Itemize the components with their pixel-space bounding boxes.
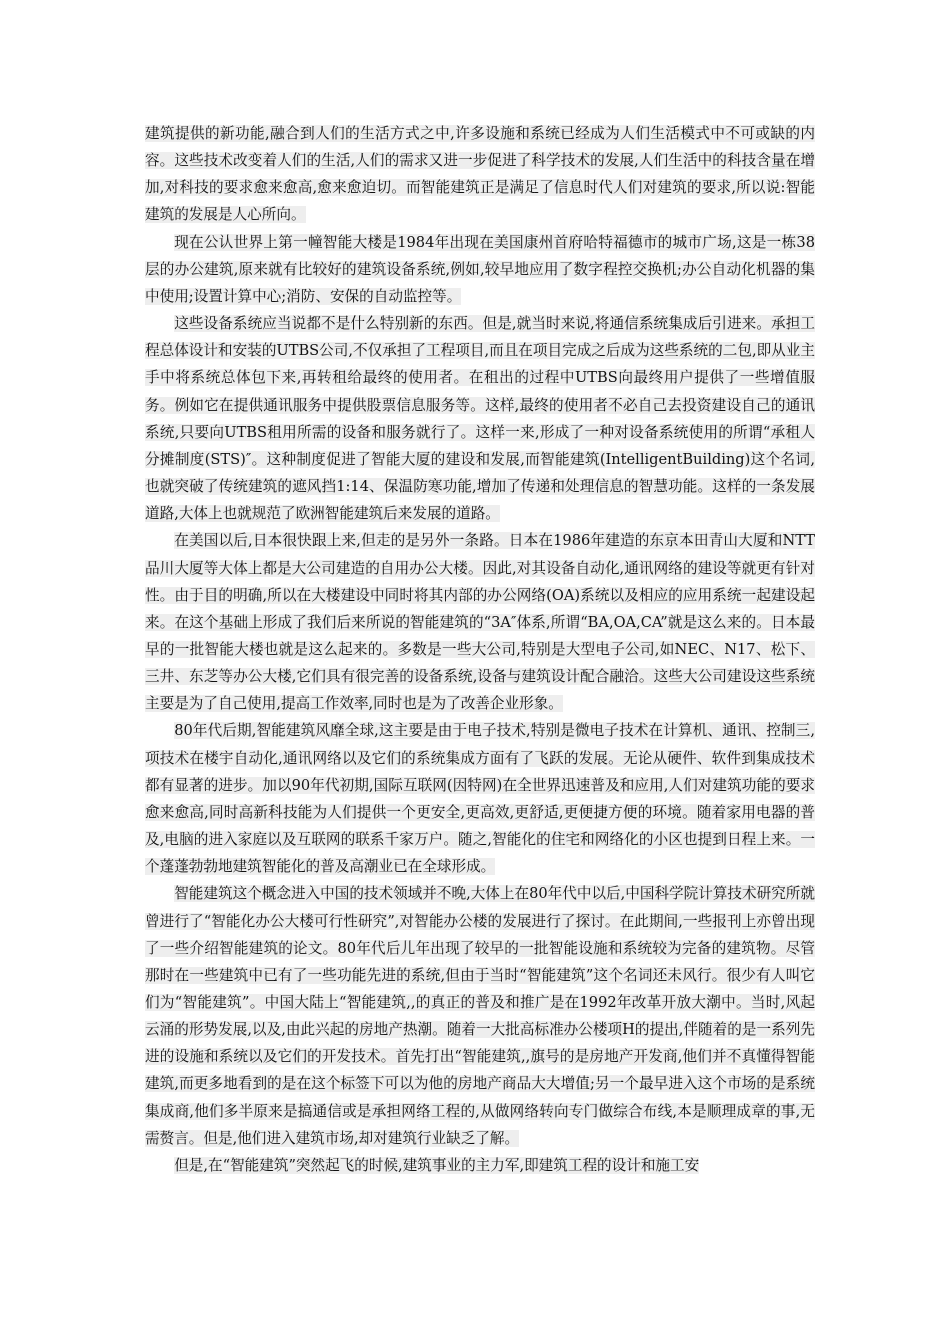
paragraph-7-text: 但是,在“智能建筑”突然起飞的时候,建筑事业的主力军,即建筑工程的设计和施工安 — [174, 1156, 700, 1174]
paragraph-1 — [145, 120, 815, 229]
paragraph-4 — [145, 527, 815, 717]
paragraph-2-text: 现在公认世界上第一幢智能大楼是1984年出现在美国康州首府哈特福德市的城市广场,这是一栋38层的办公建筑,原来就有比较好的建筑设备系统,例如,较早地应用了数字程控交换机;办公自动化机器的集中使用;设置计算中心;消防、安保的自动监控等。 — [145, 233, 815, 305]
paragraph-7 — [145, 1152, 815, 1179]
paragraph-2 — [145, 229, 815, 310]
paragraph-1-text: 建筑提供的新功能,融合到人们的生活方式之中,许多设施和系统已经成为人们生活模式中不可或缺的内容。这些技术改变着人们的生活,人们的需求又进一步促进了科学技术的发展,人们生活中的科技含量在增加,对科技的要求愈来愈高,愈来愈迫切。而智能建筑正是满足了信息时代人们对建筑的要求,所以说:智能建筑的发展是人心所向。 — [145, 125, 815, 224]
paragraph-6-text: 智能建筑这个概念进入中国的技术领域并不晚,大体上在80年代中以后,中国科学院计算技术研究所就曾进行了“智能化办公大楼可行性研究”,对智能办公楼的发展进行了探讨。在此期间,一些报刊上亦曾出现了一些介绍智能建筑的论文。80年代后儿年出现了较早的一批智能设施和系统较为完备的建筑物。尽管那时在一些建筑中已有了一些功能先进的系统,但由于当时“智能建筑”这个名词还未风行。很少有人叫它们为“智能建筑”。中国大陆上“智能建筑,,的真正的普及和推广是在1992年改革开放大潮中。当时,风起云涌的形势发展,以及,由此兴起的房地产热潮。随着一大批高标准办公楼项H的提出,伴随着的是一系列先进的设施和系统以及它们的开发技术。首先打出“智能建筑,,旗号的是房地产开发商,他们并不真懂得智能建筑,而更多地看到的是在这个标签下可以为他的房地产商品大大增值;另一个最早进入这个市场的是系统集成商,他们多半原来是搞通信或是承担网络工程的,从做网络转向专门做综合布线,本是顺理成章的事,无需赘言。但是,他们进入建筑市场,却对建筑行业缺乏了解。 — [145, 885, 815, 1147]
document-page — [145, 120, 815, 1179]
paragraph-6 — [145, 880, 815, 1152]
paragraph-3 — [145, 310, 815, 527]
paragraph-5-text: 80年代后期,智能建筑风靡全球,这主要是由于电子技术,特别是微电子技术在计算机、通讯、控制三,项技术在楼宇自动化,通讯网络以及它们的系统集成方面有了飞跃的发展。无论从硬件、软件到集成技术都有显著的进步。加以90年代初期,国际互联网(因特网)在全世界迅速普及和应用,人们对建筑功能的要求愈来愈高,同时高新科技能为人们提供一个更安全,更高效,更舒适,更便捷方便的环境。随着家用电器的普及,电脑的进入家庭以及互联网的联系千家万户。随之,智能化的住宅和网络化的小区也提到日程上来。一个蓬蓬勃勃地建筑智能化的普及高潮业已在全球形成。 — [145, 722, 815, 876]
paragraph-3-text: 这些设备系统应当说都不是什么特别新的东西。但是,就当时来说,将通信系统集成后引进来。承担工程总体设计和安装的UTBS公司,不仅承担了工程项目,而且在项目完成之后成为这些系统的二包,即从业主手中将系统总体包下来,再转租给最终的使用者。在租出的过程中UTBS向最终用户提供了一些增值服务。例如它在提供通讯服务中提供股票信息服务等。这样,最终的使用者不必自己去投资建设自己的通讯系统,只要向UTBS租用所需的设备和服务就行了。这样一来,形成了一种对设备系统使用的所谓“承租人分摊制度(STS)″。这种制度促进了智能大厦的建设和发展,而智能建筑(IntelligentBuilding)这个名词,也就突破了传统建筑的遮风挡1:14、保温防寒功能,增加了传递和处理信息的智慧功能。这样的一条发展道路,大体上也就规范了欧洲智能建筑后来发展的道路。 — [145, 315, 815, 523]
paragraph-5 — [145, 717, 815, 880]
paragraph-4-text: 在美国以后,日本很快跟上来,但走的是另外一条路。日本在1986年建造的东京本田青山大厦和NTT品川大厦等大体上都是大公司建造的自用办公大楼。因此,对其设备自动化,通讯网络的建设等就更有针对性。由于目的明确,所以在大楼建设中同时将其内部的办公网络(OA)系统以及相应的应用系统一起建设起来。在这个基础上形成了我们后来所说的智能建筑的“3A″体系,所谓“BA,OA,CA”就是这么来的。日本最早的一批智能大楼也就是这么起来的。多数是一些大公司,特别是大型电子公司,如NEC、N17、松下、三井、东芝等办公大楼,它们具有很完善的设备系统,设备与建筑设计配合融洽。这些大公司建设这些系统主要是为了自己使用,提高工作效率,同时也是为了改善企业形象。 — [145, 532, 815, 713]
